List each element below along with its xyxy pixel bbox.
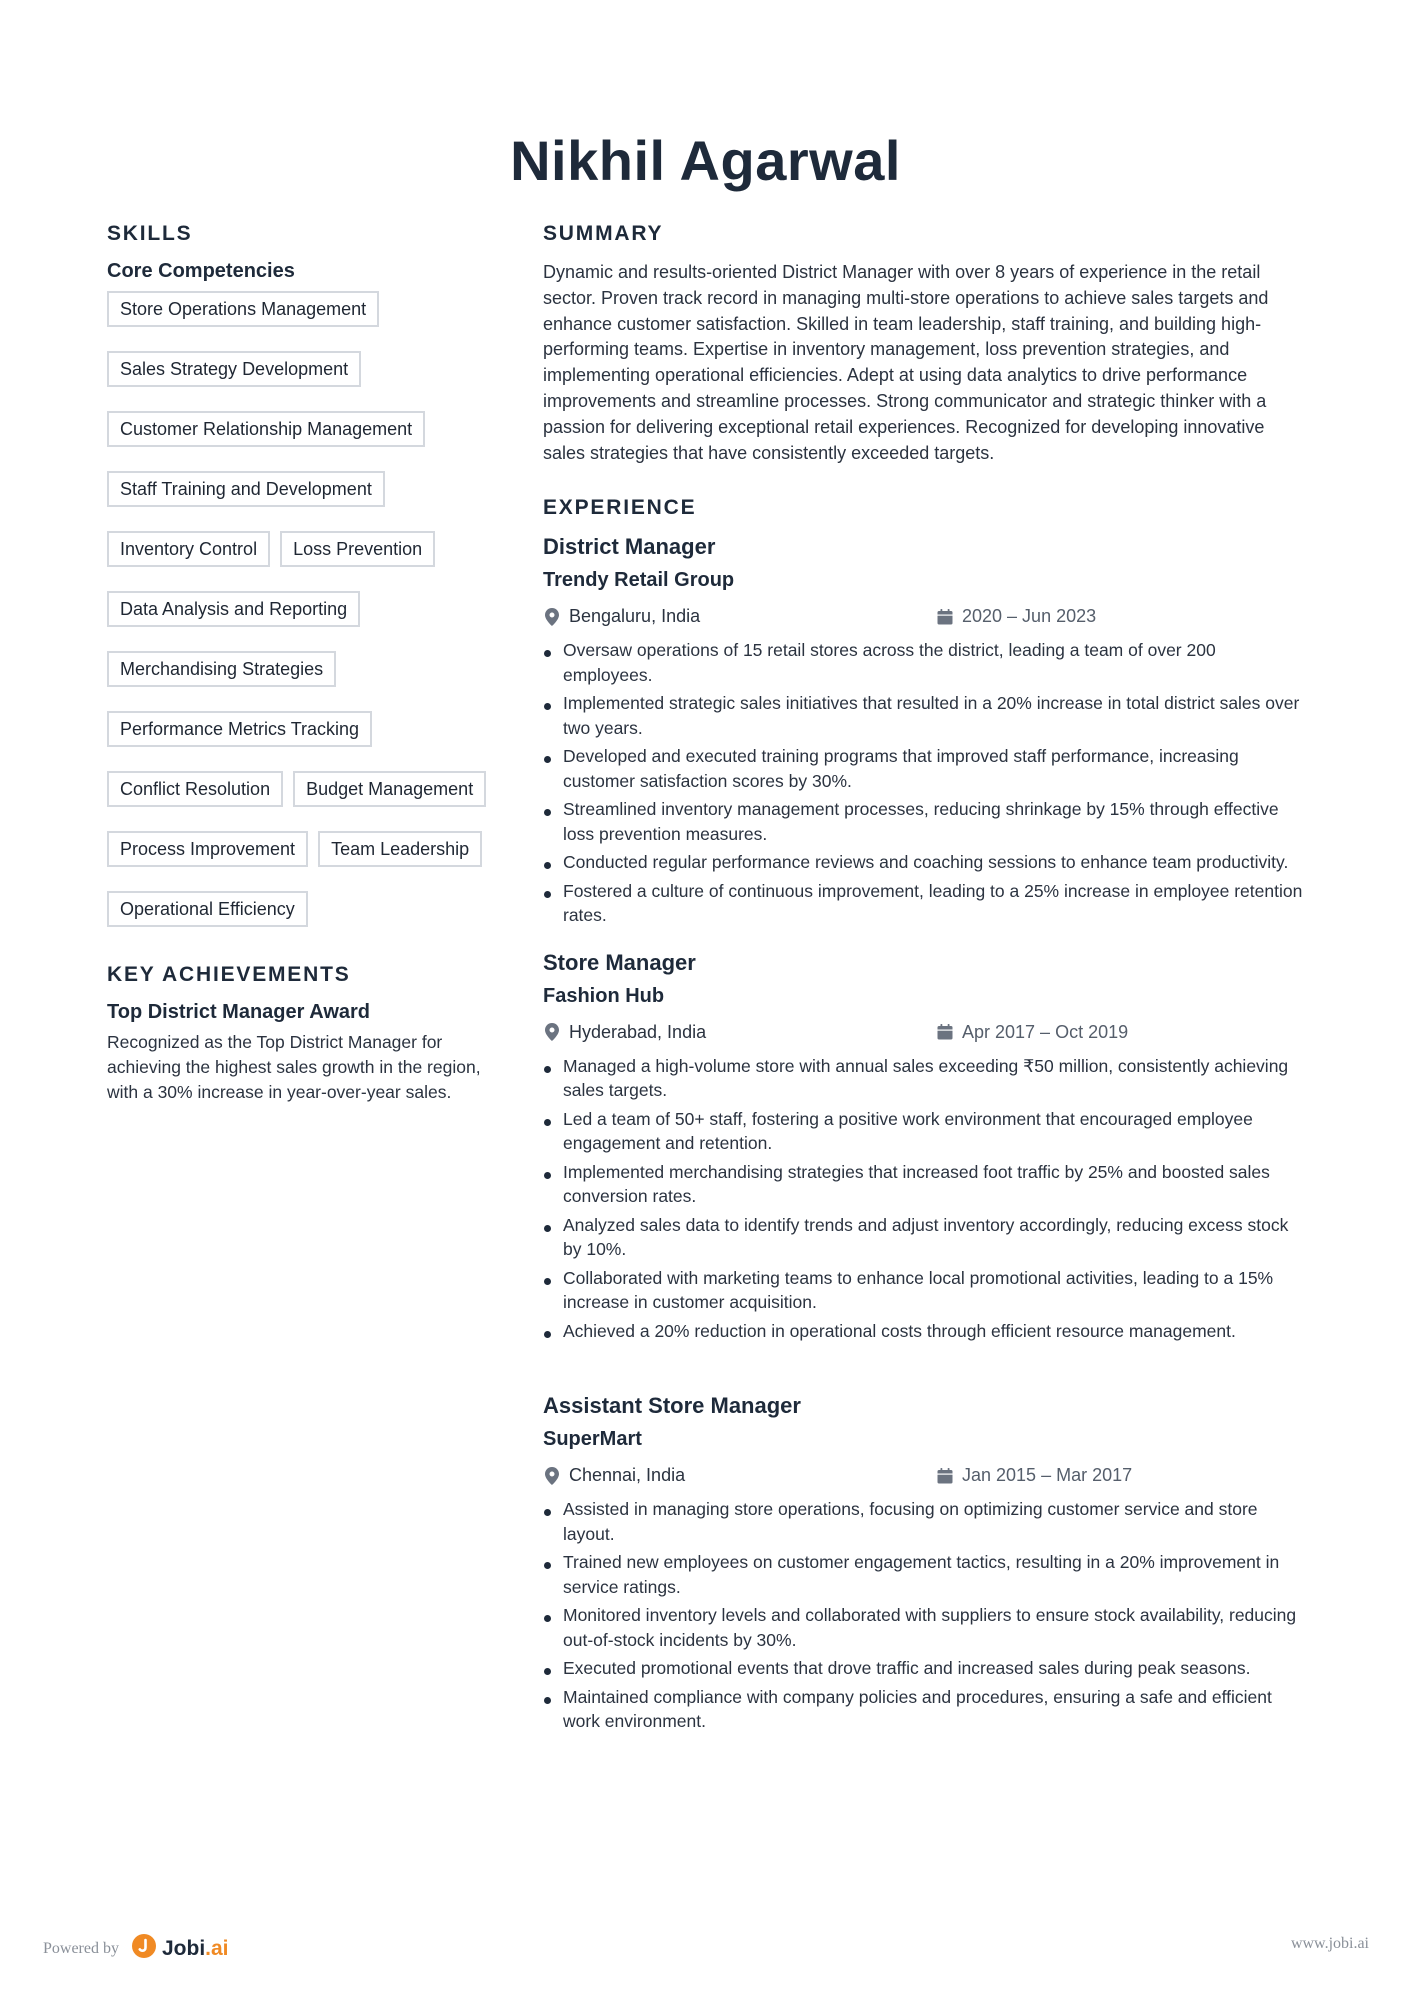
footer-branding <box>43 1933 229 1965</box>
summary-text: Dynamic and results-oriented District Manager with over 8 years of experience in the retail sector. Proven track record in managing multi-store operations to achieve sales targets and enhance customer satisfaction. Skilled in team leadership, staff training, and building high-performing teams. Expertise in inventory management, loss prevention strategies, and implementing operational efficiencies. Adept at using data analytics to drive performance improvements and streamline processes. Strong communicator and strategic thinker with a passion for delivering exceptional retail experiences. Recognized for developing innovative sales strategies that have consistently exceeded targets. <box>543 262 1269 463</box>
bullet-item: Collaborated with marketing teams to enhance local promotional activities, leading to a 15% increase in customer acquisition. <box>543 1266 1308 1315</box>
dates-text: Apr 2017 – Oct 2019 <box>962 1021 1129 1042</box>
bullet-item: Streamlined inventory management processes, reducing shrinkage by 15% through effective loss prevention measures. <box>543 797 1308 846</box>
job-dates <box>936 1465 1132 1486</box>
job-location <box>543 1465 685 1486</box>
skill-tag: Team Leadership <box>318 831 482 867</box>
job-meta <box>543 1022 1308 1048</box>
location-pin-icon <box>543 1022 561 1042</box>
job-bullets <box>543 1497 1308 1734</box>
candidate-name: Nikhil Agarwal <box>510 129 901 192</box>
brand-logo[interactable] <box>131 1933 229 1965</box>
bullet-item: Conducted regular performance reviews and coaching sessions to enhance team productivity. <box>543 850 1308 875</box>
achievement-description: Recognized as the Top District Manager for achieving the highest sales growth in the region, with a 30% increase in year-over-year sales. <box>107 1032 481 1102</box>
job-title: Store Manager <box>543 949 696 975</box>
location-text: Chennai, India <box>569 1465 686 1486</box>
achievements-section <box>107 963 507 1105</box>
jobi-logo-icon <box>131 1933 157 1965</box>
job-title: District Manager <box>543 534 716 560</box>
dates-text: Jan 2015 – Mar 2017 <box>962 1465 1133 1486</box>
skill-tag: Data Analysis and Reporting <box>107 591 360 627</box>
calendar-icon <box>936 1023 954 1041</box>
location-pin-icon <box>543 607 561 627</box>
job-bullets <box>543 638 1308 928</box>
calendar-icon <box>936 608 954 626</box>
skill-tag: Conflict Resolution <box>107 771 283 807</box>
job-location <box>543 1022 706 1043</box>
job-entry <box>543 532 1308 928</box>
bullet-item: Developed and executed training programs that improved staff performance, increasing customer satisfaction scores by 30%. <box>543 744 1308 793</box>
job-meta <box>543 1465 1308 1491</box>
skill-tag: Performance Metrics Tracking <box>107 711 372 747</box>
bullet-item: Managed a high-volume store with annual sales exceeding ₹50 million, consistently achieving sales targets. <box>543 1054 1308 1103</box>
skill-tag: Staff Training and Development <box>107 471 385 507</box>
skill-tag: Customer Relationship Management <box>107 411 425 447</box>
powered-by-text: Powered by <box>43 1940 119 1957</box>
skill-tag: Sales Strategy Development <box>107 351 361 387</box>
summary-section <box>543 222 1308 466</box>
bullet-item: Implemented merchandising strategies that increased foot traffic by 25% and boosted sales conversion rates. <box>543 1160 1308 1209</box>
skills-section <box>107 222 507 927</box>
bullet-item: Maintained compliance with company policies and procedures, ensuring a safe and efficient work environment. <box>543 1685 1308 1734</box>
bullet-item: Led a team of 50+ staff, fostering a positive work environment that encouraged employee engagement and retention. <box>543 1107 1308 1156</box>
skill-tag: Operational Efficiency <box>107 891 308 927</box>
bullet-item: Monitored inventory levels and collaborated with suppliers to ensure stock availability, reducing out-of-stock incidents by 30%. <box>543 1603 1308 1652</box>
bullet-item: Oversaw operations of 15 retail stores across the district, leading a team of over 200 employees. <box>543 638 1308 687</box>
skills-heading: SKILLS <box>107 222 193 245</box>
skill-tag: Merchandising Strategies <box>107 651 336 687</box>
job-entry <box>543 948 1308 1344</box>
location-text: Hyderabad, India <box>569 1021 707 1042</box>
bullet-item: Fostered a culture of continuous improvement, leading to a 25% increase in employee retention rates. <box>543 879 1308 928</box>
calendar-icon <box>936 1467 954 1485</box>
achievements-heading: KEY ACHIEVEMENTS <box>107 963 351 986</box>
job-meta <box>543 606 1308 632</box>
bullet-item: Assisted in managing store operations, focusing on optimizing customer service and store layout. <box>543 1497 1308 1546</box>
bullet-item: Analyzed sales data to identify trends and adjust inventory accordingly, reducing excess stock by 10%. <box>543 1213 1308 1262</box>
bullet-item: Achieved a 20% reduction in operational costs through efficient resource management. <box>543 1319 1308 1344</box>
bullet-item: Trained new employees on customer engagement tactics, resulting in a 20% improvement in service ratings. <box>543 1550 1308 1599</box>
bullet-item: Executed promotional events that drove traffic and increased sales during peak seasons. <box>543 1656 1308 1681</box>
skill-tag: Inventory Control <box>107 531 270 567</box>
company-name: SuperMart <box>543 1428 642 1451</box>
job-location <box>543 606 700 627</box>
dates-text: 2020 – Jun 2023 <box>962 606 1097 627</box>
brand-suffix: .ai <box>205 1937 229 1960</box>
experience-heading: EXPERIENCE <box>543 496 697 520</box>
left-column <box>107 222 507 1105</box>
experience-section <box>543 496 1308 1734</box>
website-link[interactable]: www.jobi.ai <box>1290 1935 1369 1952</box>
location-pin-icon <box>543 1466 561 1486</box>
job-title: Assistant Store Manager <box>543 1393 801 1419</box>
job-entry <box>543 1391 1308 1734</box>
skill-tag: Store Operations Management <box>107 291 379 327</box>
skill-tag: Budget Management <box>293 771 486 807</box>
job-dates <box>936 1022 1128 1043</box>
right-column <box>543 222 1308 1738</box>
job-bullets <box>543 1054 1308 1344</box>
summary-heading: SUMMARY <box>543 222 664 245</box>
skill-tag: Loss Prevention <box>280 531 435 567</box>
skill-tag: Process Improvement <box>107 831 308 867</box>
core-competencies-heading: Core Competencies <box>107 260 295 282</box>
job-dates <box>936 606 1096 627</box>
location-text: Bengaluru, India <box>569 606 701 627</box>
company-name: Trendy Retail Group <box>543 569 735 592</box>
skills-list <box>107 291 507 927</box>
company-name: Fashion Hub <box>543 984 665 1007</box>
bullet-item: Implemented strategic sales initiatives that resulted in a 20% increase in total district sales over two years. <box>543 691 1308 740</box>
achievement-title: Top District Manager Award <box>107 1001 371 1023</box>
brand-name: Jobi <box>161 1937 206 1960</box>
